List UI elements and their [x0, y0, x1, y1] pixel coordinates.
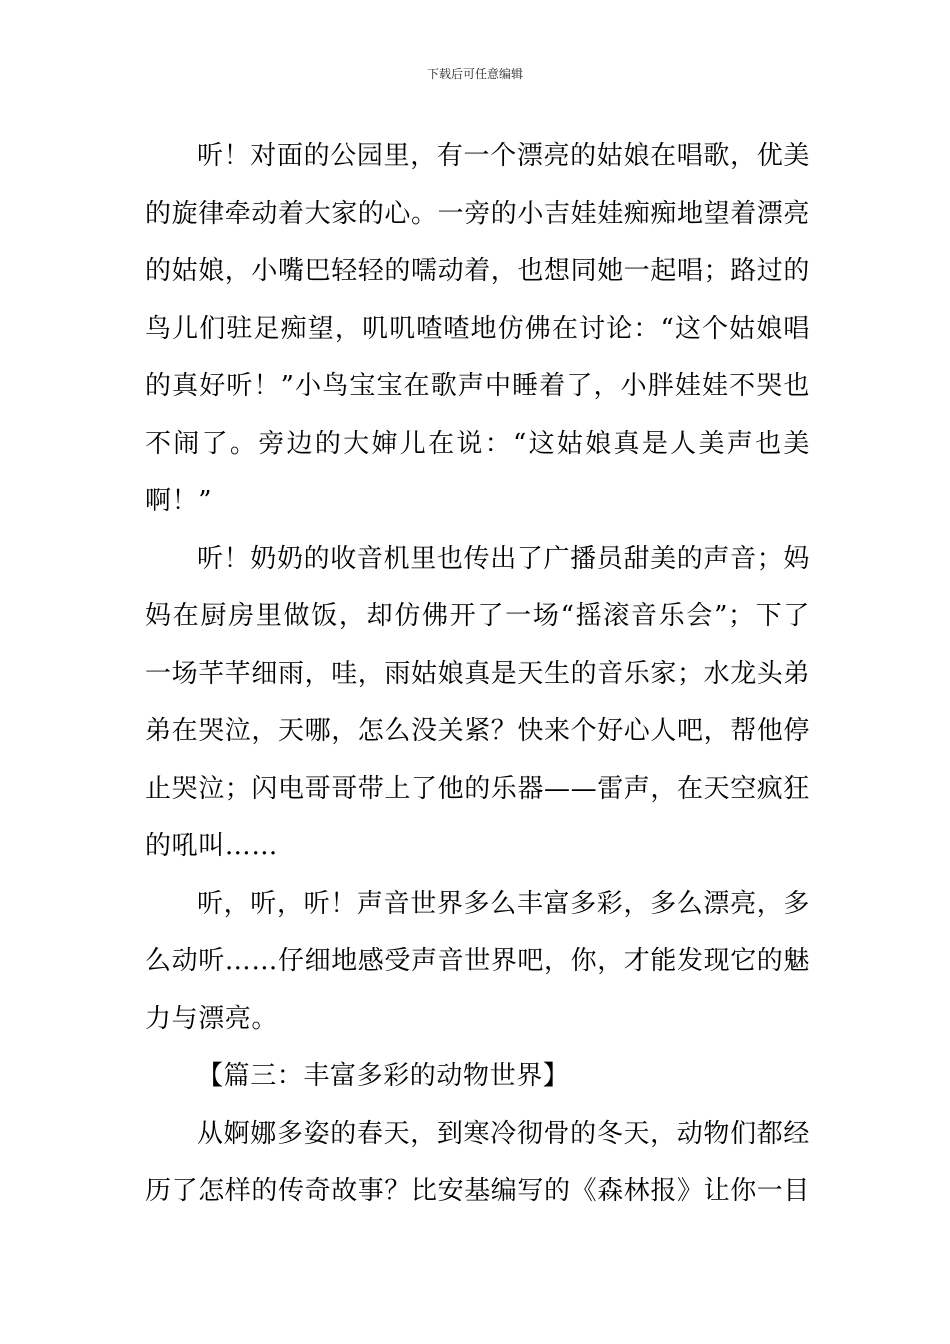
document-body: [145, 128, 810, 1221]
paragraph-3: 听，听，听！声音世界多么丰富多彩，多么漂亮，多么动听……仔细地感受声音世界吧，你，才能发现它的魅力与漂亮。: [145, 888, 811, 1034]
paragraph-2: 听！奶奶的收音机里也传出了广播员甜美的声音；妈妈在厨房里做饭，却仿佛开了一场“摇滚音乐会”；下了一场芊芊细雨，哇，雨姑娘真是天生的音乐家；水龙头弟弟在哭泣，天哪，怎么没关紧？快来个好心人吧，帮他停止哭泣；闪电哥哥带上了他的乐器——雷声，在天空疯狂的吼叫……: [145, 543, 811, 861]
page-header: 下载后可任意编辑: [426, 67, 523, 81]
section-heading: 【篇三：丰富多彩的动物世界】: [197, 1061, 570, 1091]
paragraph-4: 从婀娜多姿的春天，到寒冷彻骨的冬天，动物们都经历了怎样的传奇故事？比安基编写的《森林报》让你一目: [145, 1118, 811, 1206]
paragraph-1: 听！对面的公园里，有一个漂亮的姑娘在唱歌，优美的旋律牵动着大家的心。一旁的小吉娃娃痴痴地望着漂亮的姑娘，小嘴巴轻轻的嚅动着，也想同她一起唱；路过的鸟儿们驻足痴望，叽叽喳喳地仿佛在讨论：“这个姑娘唱的真好听！”小鸟宝宝在歌声中睡着了，小胖娃娃不哭也不闹了。旁边的大婶儿在说：“这姑娘真是人美声也美啊！”: [145, 141, 811, 516]
